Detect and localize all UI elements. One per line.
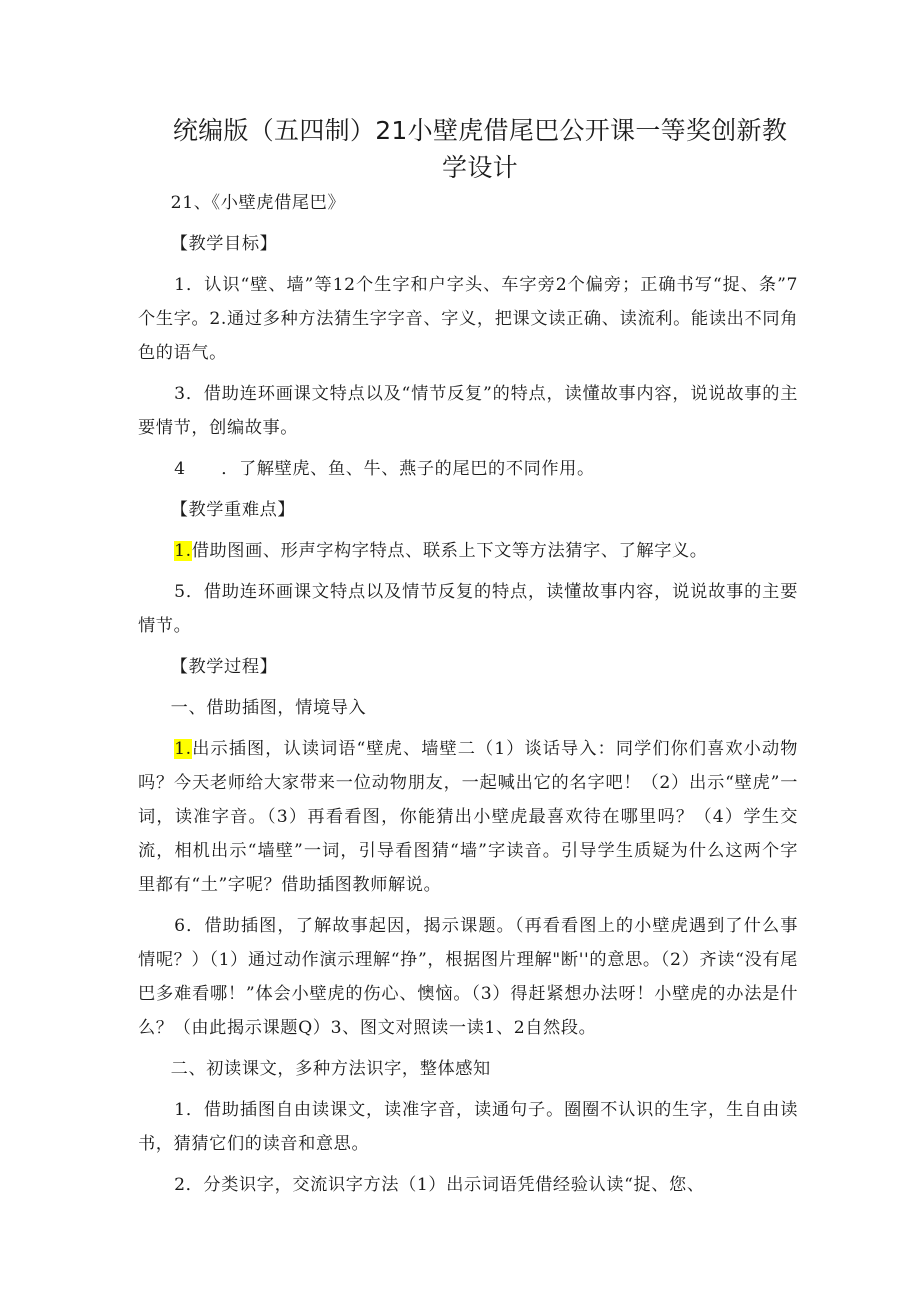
lesson-label: 21、《小壁虎借尾巴》	[170, 193, 346, 213]
document-title	[140, 112, 820, 186]
title-line-2: 学设计	[442, 153, 518, 182]
title-line-1: 统编版（五四制）21小壁虎借尾巴公开课一等奖创新教	[172, 116, 788, 145]
goal-paragraph-3: 3．借助连环画课文特点以及“情节反复”的特点，读懂故事内容，说说故事的主要情节，创编故事。	[138, 384, 798, 438]
process-step-1	[138, 732, 798, 902]
heading-teaching-process: 【教学过程】	[170, 657, 278, 677]
process-step-1-text: 出示插图，认读词语“壁虎、墙壁二（1）谈话导入：同学们你们喜欢小动物吗？今天老师给大家带来一位动物朋友，一起喊出它的名字吧！（2）出示“壁虎”一词，读准字音。（3）再看看图，你能猜出小壁虎最喜欢待在哪里吗？（4）学生交流，相机出示“墙壁”一词，引导看图猜“墙”字读音。引导学生质疑为什么这两个字里都有“土”字呢？借助插图教师解说。	[138, 739, 798, 895]
section-heading-2: 二、初读课文，多种方法识字，整体感知	[170, 1059, 491, 1079]
key-point-1	[138, 534, 798, 568]
highlight-number: 1.	[174, 739, 192, 759]
goal-paragraph-4: 4 ．了解壁虎、鱼、牛、燕子的尾巴的不同作用。	[174, 459, 595, 479]
goal-paragraph-1: 1．认识“壁、墙”等12个生字和户字头、车字旁2个偏旁；正确书写“捉、条”7个生字。2.通过多种方法猜生字字音、字义，把课文读正确、读流利。能读出不同角色的语气。	[138, 275, 798, 363]
highlight-number: 1.	[174, 541, 192, 561]
reading-step-1: 1．借助插图自由读课文，读准字音，读通句子。圈圈不认识的生字，生自由读书，猜猜它们的读音和意思。	[138, 1100, 798, 1154]
key-point-1-text: 借助图画、形声字构字特点、联系上下文等方法猜字、了解字义。	[191, 541, 708, 561]
heading-key-points: 【教学重难点】	[170, 500, 296, 520]
key-point-5: 5．借助连环画课文特点以及情节反复的特点，读懂故事内容，说说故事的主要情节。	[138, 582, 798, 636]
reading-step-2: 2．分类识字，交流识字方法（1）出示词语凭借经验认读“捉、您、	[174, 1175, 705, 1195]
section-heading-1: 一、借助插图，情境导入	[170, 698, 367, 718]
document-body	[138, 186, 798, 1209]
process-step-6: 6．借助插图，了解故事起因，揭示课题。（再看看图上的小壁虎遇到了什么事情呢？）（1）通过动作演示理解“挣”，根据图片理解"断''的意思。（2）齐读“没有尾巴多难看哪！”体会小壁虎的伤心、懊恼。（3）得赶紧想办法呀！小壁虎的办法是什么？（由此揭示课题Q）3、图文对照读一读1、2自然段。	[138, 916, 798, 1038]
heading-teaching-goals: 【教学目标】	[170, 234, 278, 254]
